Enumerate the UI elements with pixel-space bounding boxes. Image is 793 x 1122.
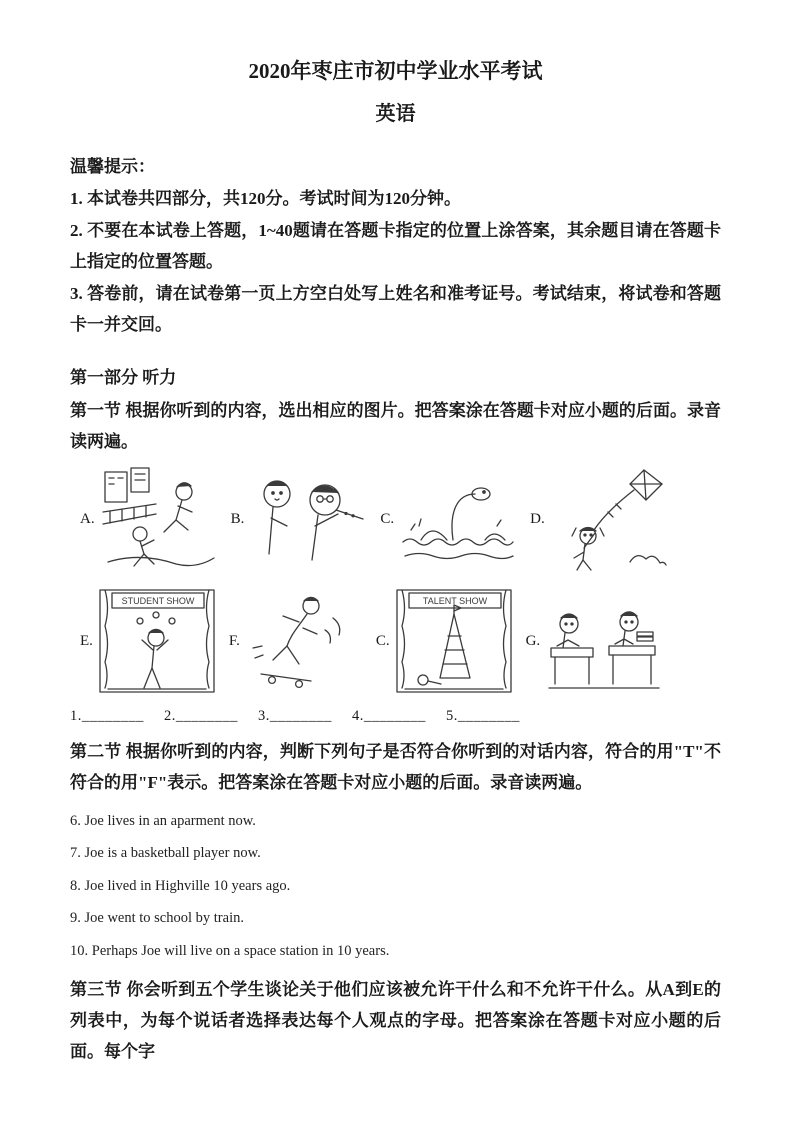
answer-blanks-1-5 (70, 708, 721, 725)
picture-row-1 (80, 466, 721, 574)
part1-heading: 第一部分 听力 (70, 367, 177, 387)
picture-label-c: C. (380, 511, 395, 528)
picture-cell-d (530, 466, 668, 574)
picture-a-playground-illustration (100, 466, 218, 574)
picture-cell-e (80, 588, 216, 696)
picture-d-kite-illustration (550, 466, 668, 574)
notice-item-2: 2. 不要在本试卷上答题，1~40题请在答题卡指定的位置上涂答案，其余题目请在答题卡上指定的位置答题。 (70, 221, 721, 272)
picture-label-e: E. (80, 633, 93, 650)
paper-subject: 英语 (375, 103, 416, 126)
picture-label-g: G. (525, 633, 541, 650)
section3-intro: 第三节 你会听到五个学生谈论关于他们应该被允许干什么和不允许干什么。从A到E的列表中，为每个说话者选择表达每个人观点的字母。把答案涂在答题卡对应小题的后面。每个字 (70, 980, 721, 1062)
picture-c-sea-creature-illustration (399, 466, 517, 574)
picture-cell-talent-show (376, 588, 513, 696)
tf-statement-7: 7. Joe is a basketball player now. (70, 845, 261, 862)
section2-intro: 第二节 根据你听到的内容，判断下列句子是否符合你听到的对话内容，符合的用"T"不符合的用"F"表示。把答案涂在答题卡对应小题的后面。录音读两遍。 (70, 741, 721, 792)
blank-3: 3.________ (258, 707, 332, 724)
tf-statement-8: 8. Joe lived in Highville 10 years ago. (70, 877, 291, 894)
picture-cell-g (526, 588, 664, 696)
section1-intro: 第一节 根据你听到的内容，选出相应的图片。把答案涂在答题卡对应小题的后面。录音读两遍。 (70, 400, 721, 451)
notice-item-1: 1. 本试卷共四部分，共120分。考试时间为120分钟。 (70, 189, 461, 209)
picture-f-skateboard-illustration (245, 588, 363, 696)
picture-label-b: B. (230, 511, 245, 528)
picture-label-f: F. (228, 633, 240, 650)
picture-b-flute-illustration (249, 466, 367, 574)
tf-statement-10: 10. Perhaps Joe will live on a space station in 10 years. (70, 942, 390, 959)
picture-label-talent-show: C. (375, 633, 390, 650)
notice-heading: 温馨提示： (70, 157, 155, 177)
picture-g-classroom-illustration (545, 588, 663, 696)
talent-show-banner-text: TALENT SHOW (422, 595, 487, 606)
blank-5: 5.________ (446, 707, 520, 724)
picture-cell-a (80, 466, 218, 574)
picture-label-a: A. (80, 511, 95, 528)
blank-2: 2.________ (164, 707, 238, 724)
paper-title: 2020年枣庄市初中学业水平考试 (248, 59, 543, 83)
student-show-banner-text: STUDENT SHOW (121, 595, 195, 606)
notice-item-3: 3. 答卷前，请在试卷第一页上方空白处写上姓名和准考证号。考试结束，将试卷和答题卡一并交回。 (70, 284, 721, 334)
picture-e-juggling-stage-illustration (98, 588, 216, 696)
picture-row-2 (80, 588, 721, 696)
picture-talent-show-tower-illustration (395, 588, 513, 696)
picture-cell-f (229, 588, 363, 696)
tf-statement-9: 9. Joe went to school by train. (70, 910, 244, 927)
true-false-statements (70, 812, 721, 962)
blank-1: 1.________ (70, 707, 144, 724)
picture-label-d: D. (530, 511, 545, 528)
picture-cell-b (231, 466, 368, 574)
tf-statement-6: 6. Joe lives in an aparment now. (70, 812, 256, 829)
picture-cell-c (380, 466, 517, 574)
blank-4: 4.________ (352, 707, 426, 724)
